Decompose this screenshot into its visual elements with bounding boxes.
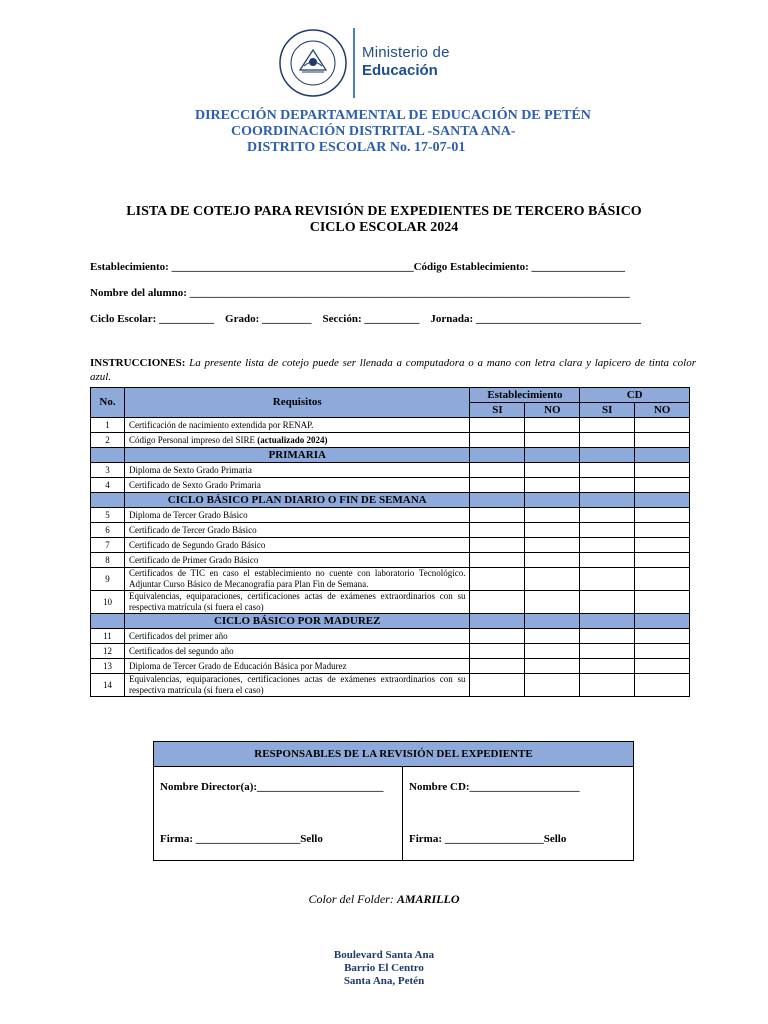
row-requirement: Certificado de Sexto Grado Primaria: [124, 478, 470, 493]
check-cell-est-si[interactable]: [470, 568, 525, 591]
row-requirement: Certificado de Tercer Grado Básico: [124, 523, 470, 538]
check-cell-cd-no[interactable]: [635, 523, 690, 538]
address-line2: Barrio El Centro: [344, 962, 424, 974]
check-cell-cd-si[interactable]: [580, 478, 635, 493]
field-row-ciclo: [90, 313, 641, 325]
row-requirement: Certificados de TIC en caso el establecimiento no cuente con laboratorio Tecnológico. Adjuntar Curso Básico de Mecanografía para Plan Fin de Semana.: [124, 568, 470, 591]
header-line2: COORDINACIÓN DISTRITAL -SANTA ANA-: [231, 124, 516, 139]
folder-value: AMARILLO: [396, 892, 460, 906]
check-cell-cd-no[interactable]: [635, 568, 690, 591]
section-spacer: [91, 448, 125, 463]
table-row: [91, 538, 690, 553]
check-cell-cd-si[interactable]: [580, 523, 635, 538]
check-cell-est-no[interactable]: [525, 418, 580, 433]
check-cell-cd-no[interactable]: [635, 591, 690, 614]
ministry-logo: [278, 28, 478, 100]
table-row: [91, 463, 690, 478]
check-cell-est-si[interactable]: [470, 433, 525, 448]
check-cell-cd-no[interactable]: [635, 433, 690, 448]
check-cell-cd-si[interactable]: [580, 433, 635, 448]
row-requirement: Diploma de Tercer Grado de Educación Básica por Madurez: [124, 659, 470, 674]
section-label: CICLO BÁSICO POR MADUREZ: [124, 614, 470, 629]
field-seccion[interactable]: Sección: __________: [322, 313, 420, 325]
check-cell-est-si[interactable]: [470, 553, 525, 568]
section-cell: [470, 448, 525, 463]
check-cell-est-no[interactable]: [525, 508, 580, 523]
row-requirement: Certificado de Primer Grado Básico: [124, 553, 470, 568]
check-cell-est-si[interactable]: [470, 538, 525, 553]
document-title: LISTA DE COTEJO PARA REVISIÓN DE EXPEDIENTES DE TERCERO BÁSICO: [126, 204, 642, 219]
check-cell-cd-si[interactable]: [580, 644, 635, 659]
table-row: [91, 418, 690, 433]
row-number: 3: [91, 463, 125, 478]
check-cell-est-no[interactable]: [525, 591, 580, 614]
check-cell-cd-si[interactable]: [580, 508, 635, 523]
check-cell-est-si[interactable]: [470, 523, 525, 538]
check-cell-cd-si[interactable]: [580, 418, 635, 433]
section-cell: [635, 493, 690, 508]
section-cell: [470, 614, 525, 629]
address-line1: Boulevard Santa Ana: [333, 949, 435, 961]
col-cd-no: NO: [635, 403, 690, 418]
check-cell-est-no[interactable]: [525, 433, 580, 448]
row-number: 9: [91, 568, 125, 591]
check-cell-cd-si[interactable]: [580, 674, 635, 697]
folder-label: Color del Folder:: [308, 892, 394, 906]
col-cd-si: SI: [580, 403, 635, 418]
instructions: [90, 356, 696, 384]
check-cell-cd-si[interactable]: [580, 553, 635, 568]
check-cell-est-no[interactable]: [525, 674, 580, 697]
section-cell: [635, 448, 690, 463]
section-madurez: [91, 614, 690, 629]
check-cell-cd-si[interactable]: [580, 568, 635, 591]
table-row: [91, 629, 690, 644]
check-cell-est-no[interactable]: [525, 538, 580, 553]
row-requirement: Equivalencias, equiparaciones, certificaciones actas de exámenes extraordinarios con su respectiva matrícula (si fuera el caso): [124, 591, 470, 614]
check-cell-est-no[interactable]: [525, 463, 580, 478]
row-requirement: Código Personal impreso del SIRE (actualizado 2024): [124, 433, 470, 448]
table-row: [91, 433, 690, 448]
check-cell-est-si[interactable]: [470, 629, 525, 644]
table-row: [91, 644, 690, 659]
responsables-box: [153, 741, 634, 861]
ministry-line2: Educación: [362, 62, 438, 79]
field-nombre-alumno[interactable]: Nombre del alumno: ________________________________________________________________________________: [90, 287, 630, 299]
check-cell-est-no[interactable]: [525, 659, 580, 674]
check-cell-est-si[interactable]: [470, 591, 525, 614]
section-cell: [580, 614, 635, 629]
director-name-field[interactable]: Nombre Director(a):_______________________: [160, 781, 384, 793]
row-number: 1: [91, 418, 125, 433]
row-number: 10: [91, 591, 125, 614]
cd-name-field[interactable]: Nombre CD:____________________: [409, 781, 580, 793]
section-cell: [580, 448, 635, 463]
check-cell-est-no[interactable]: [525, 523, 580, 538]
instructions-text: La presente lista de cotejo puede ser llenada a computadora o a mano con letra clara y lapicero de tinta color azul.: [90, 357, 697, 383]
row-number: 8: [91, 553, 125, 568]
document-subtitle: CICLO ESCOLAR 2024: [309, 220, 459, 235]
check-cell-cd-no[interactable]: [635, 553, 690, 568]
check-cell-cd-no[interactable]: [635, 418, 690, 433]
row-number: 13: [91, 659, 125, 674]
check-cell-est-no[interactable]: [525, 553, 580, 568]
responsables-title: RESPONSABLES DE LA REVISIÓN DEL EXPEDIENTE: [154, 742, 633, 767]
logo-divider: [353, 28, 355, 98]
field-codigo[interactable]: Código Establecimiento: _________________: [413, 261, 626, 273]
check-cell-cd-no[interactable]: [635, 508, 690, 523]
table-row: [91, 674, 690, 697]
table-row: [91, 591, 690, 614]
check-cell-cd-si[interactable]: [580, 629, 635, 644]
table-row: [91, 523, 690, 538]
row-requirement: Diploma de Sexto Grado Primaria: [124, 463, 470, 478]
row-number: 12: [91, 644, 125, 659]
section-cell: [525, 448, 580, 463]
row-requirement: Certificados del segundo año: [124, 644, 470, 659]
row-number: 7: [91, 538, 125, 553]
check-cell-est-si[interactable]: [470, 674, 525, 697]
section-spacer: [91, 614, 125, 629]
row-requirement: Equivalencias, equiparaciones, certificaciones actas de exámenes extraordinarios con su respectiva matrícula (si fuera el caso): [124, 674, 470, 697]
table-row: [91, 568, 690, 591]
check-cell-cd-no[interactable]: [635, 629, 690, 644]
field-ciclo[interactable]: Ciclo Escolar: __________: [90, 313, 215, 325]
check-cell-est-si[interactable]: [470, 418, 525, 433]
check-cell-cd-si[interactable]: [580, 463, 635, 478]
check-cell-cd-no[interactable]: [635, 463, 690, 478]
folder-color: [0, 892, 768, 907]
check-cell-est-no[interactable]: [525, 629, 580, 644]
check-cell-cd-si[interactable]: [580, 659, 635, 674]
check-cell-cd-si[interactable]: [580, 591, 635, 614]
check-cell-cd-no[interactable]: [635, 659, 690, 674]
col-no-header: No.: [91, 388, 125, 418]
section-cell: [525, 614, 580, 629]
field-grado[interactable]: Grado: _________: [225, 313, 312, 325]
col-cd-header: CD: [580, 388, 690, 403]
check-cell-est-si[interactable]: [470, 508, 525, 523]
table-row: [91, 553, 690, 568]
address-line3: Santa Ana, Petén: [343, 975, 425, 987]
section-cell: [580, 493, 635, 508]
section-cell: [635, 614, 690, 629]
field-jornada[interactable]: Jornada: ______________________________: [430, 313, 641, 325]
row-requirement: Certificado de Segundo Grado Básico: [124, 538, 470, 553]
section-cell: [470, 493, 525, 508]
row-requirement: Certificados del primer año: [124, 629, 470, 644]
row-number: 2: [91, 433, 125, 448]
section-label: PRIMARIA: [124, 448, 470, 463]
cd-signature-field[interactable]: Firma: __________________Sello: [409, 833, 567, 845]
col-requisitos-header: Requisitos: [124, 388, 470, 418]
row-number: 4: [91, 478, 125, 493]
check-cell-est-no[interactable]: [525, 568, 580, 591]
check-cell-est-si[interactable]: [470, 644, 525, 659]
row-requirement: Diploma de Tercer Grado Básico: [124, 508, 470, 523]
section-plan-diario: [91, 493, 690, 508]
table-row: [91, 478, 690, 493]
check-cell-cd-no[interactable]: [635, 538, 690, 553]
row-number: 5: [91, 508, 125, 523]
section-cell: [525, 493, 580, 508]
row-requirement: Certificación de nacimiento extendida por RENAP.: [124, 418, 470, 433]
table-row: [91, 659, 690, 674]
section-spacer: [91, 493, 125, 508]
instructions-label: INSTRUCCIONES:: [90, 357, 186, 369]
check-cell-est-no[interactable]: [525, 644, 580, 659]
check-cell-cd-no[interactable]: [635, 478, 690, 493]
col-est-no: NO: [525, 403, 580, 418]
check-cell-est-si[interactable]: [470, 659, 525, 674]
col-establecimiento-header: Establecimiento: [470, 388, 580, 403]
row-number: 6: [91, 523, 125, 538]
table-row: [91, 508, 690, 523]
check-cell-est-no[interactable]: [525, 478, 580, 493]
field-establecimiento[interactable]: Establecimiento: ____________________________________________Código Establecimiento: _________________: [90, 261, 626, 273]
row-number: 11: [91, 629, 125, 644]
check-cell-est-si[interactable]: [470, 478, 525, 493]
col-est-si: SI: [470, 403, 525, 418]
header-line3: DISTRITO ESCOLAR No. 17-07-01: [247, 140, 466, 155]
section-primaria: [91, 448, 690, 463]
section-label: CICLO BÁSICO PLAN DIARIO O FIN DE SEMANA: [124, 493, 470, 508]
check-cell-cd-no[interactable]: [635, 644, 690, 659]
checklist-table: [90, 387, 690, 697]
check-cell-cd-no[interactable]: [635, 674, 690, 697]
ministry-line1: Ministerio de: [362, 44, 450, 61]
responsables-divider: [402, 767, 403, 860]
director-signature-field[interactable]: Firma: ___________________Sello: [160, 833, 323, 845]
header-line1: DIRECCIÓN DEPARTAMENTAL DE EDUCACIÓN DE PETÉN: [195, 108, 591, 123]
check-cell-cd-si[interactable]: [580, 538, 635, 553]
check-cell-est-si[interactable]: [470, 463, 525, 478]
row-number: 14: [91, 674, 125, 697]
guatemala-seal-icon: [278, 28, 348, 98]
